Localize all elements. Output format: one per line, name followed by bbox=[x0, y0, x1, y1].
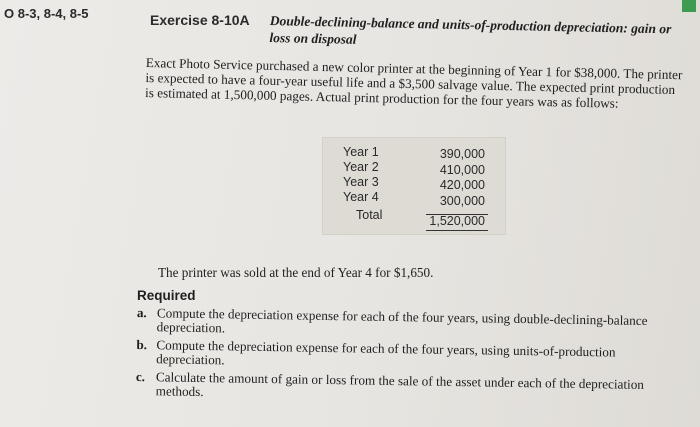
requirement-item bbox=[136, 338, 684, 375]
table-total-label: Total bbox=[356, 208, 383, 222]
requirement-text: Compute the depreciation expense for each of the four years, using double-declining-balance depreciation. bbox=[156, 305, 648, 336]
table-year-label: Year 4 bbox=[343, 190, 379, 204]
requirement-item bbox=[136, 370, 684, 407]
table-year-label: Year 2 bbox=[343, 160, 379, 174]
requirement-item bbox=[137, 306, 685, 343]
production-table bbox=[323, 138, 505, 234]
requirement-text: Compute the depreciation expense for each of the four years, using units-of-production depreciation. bbox=[156, 337, 616, 368]
problem-paragraph: Exact Photo Service purchased a new color printer at the beginning of Year 1 for $38,000. The printer is expected to have a four-year useful life and a $3,500 salvage value. The expected print production is estimated at 1,500,000 pages. Actual print production for the four years was as follows: bbox=[144, 55, 683, 111]
table-total-value: 1,520,000 bbox=[429, 214, 485, 228]
table-pages-value: 300,000 bbox=[439, 194, 485, 208]
table-year-label: Year 1 bbox=[343, 145, 379, 159]
exercise-number: Exercise 8-10A bbox=[150, 12, 250, 28]
table-pages-value: 420,000 bbox=[439, 178, 485, 192]
exercise-title: Double-declining-balance and units-of-production depreciation: gain or loss on disposal bbox=[269, 12, 672, 47]
requirements-list bbox=[135, 306, 684, 411]
requirement-letter: b. bbox=[136, 336, 148, 353]
required-heading: Required bbox=[137, 288, 196, 303]
page-corner-mark bbox=[682, 0, 696, 12]
requirement-letter: a. bbox=[136, 305, 147, 321]
total-double-rule bbox=[426, 230, 488, 231]
sale-note: The printer was sold at the end of Year 4 for $1,650. bbox=[158, 265, 434, 280]
table-year-label: Year 3 bbox=[343, 175, 379, 189]
requirement-text: Calculate the amount of gain or loss from the sale of the asset under each of the depreciation methods. bbox=[155, 369, 645, 400]
table-pages-value: 390,000 bbox=[439, 147, 485, 161]
requirement-letter: c. bbox=[135, 368, 146, 385]
table-pages-value: 410,000 bbox=[439, 163, 485, 177]
learning-objectives: O 8-3, 8-4, 8-5 bbox=[4, 6, 89, 21]
